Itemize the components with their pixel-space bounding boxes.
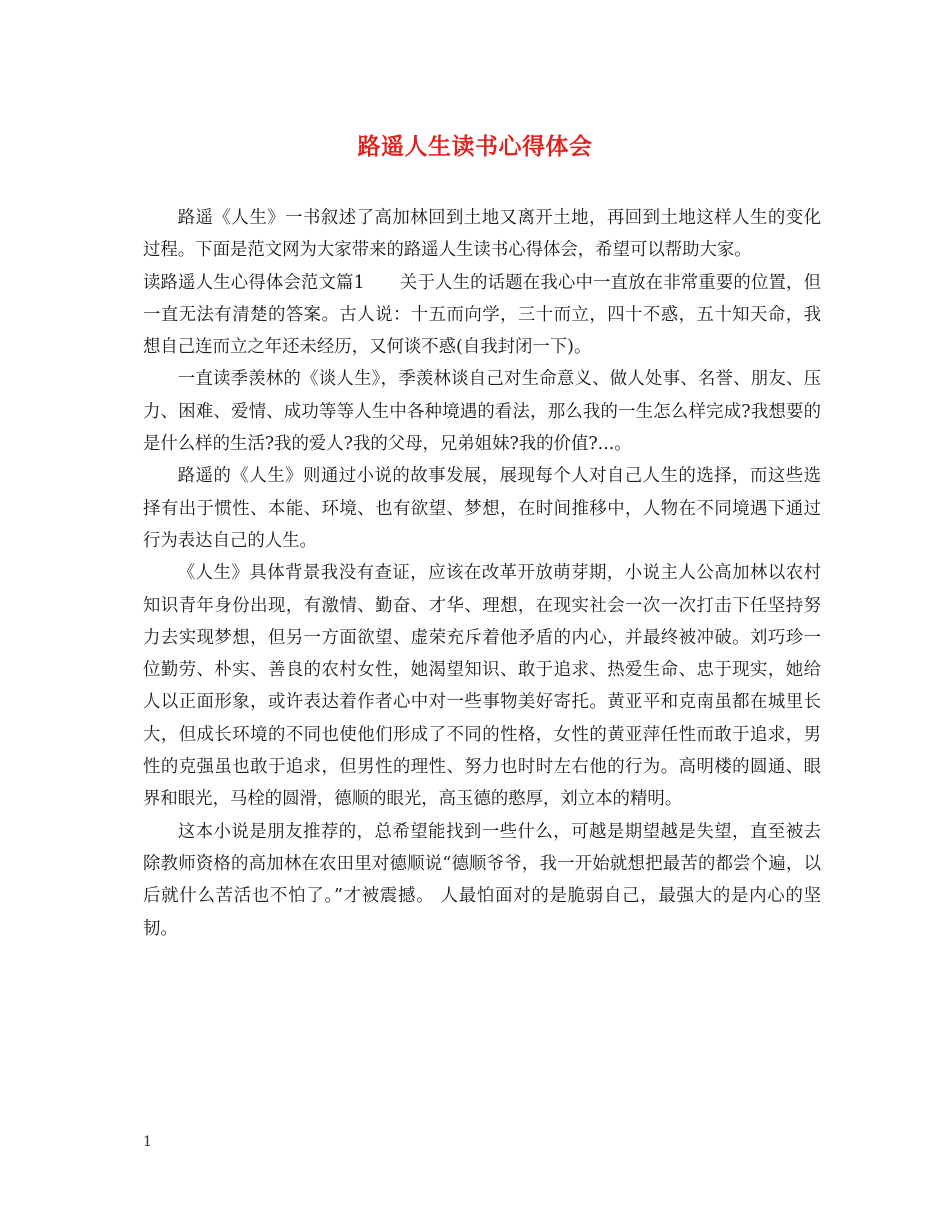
paragraph-characters: 《人生》具体背景我没有查证，应该在改革开放萌芽期，小说主人公高加林以农村知识青年身份出现，有激情、勤奋、才华、理想，在现实社会一次一次打击下任坚持努力去实现梦想，但另一方面欲望、虚荣充斥着他矛盾的内心，并最终被冲破。刘巧珍一位勤劳、朴实、善良的农村女性，她渴望知识、敢于追求、热爱生命、忠于现实，她给人以正面形象，或许表达着作者心中对一些事物美好寄托。黄亚平和克南虽都在城里长大，但成长环境的不同也使他们形成了不同的性格，女性的黄亚萍任性而敢于追求，男性的克强虽也敢于追求，但男性的理性、努力也时时左右他的行为。高明楼的圆通、眼界和眼光，马栓的圆滑，德顺的眼光，高玉德的憨厚，刘立本的精明。 (143, 563, 821, 810)
page-number: 1 (143, 1134, 152, 1150)
paragraph-ji-xianlin: 一直读季羡林的《谈人生》，季羡林谈自己对生命意义、做人处事、名誉、朋友、压力、困难、爱情、成功等等人生中各种境遇的看法，那么我的一生怎么样完成?我想要的是什么样的生活?我的爱人?我的父母，兄弟姐妹?我的价值?...。 (143, 369, 821, 455)
paragraph-intro: 路遥《人生》一书叙述了高加林回到土地又离开土地，再回到土地这样人生的变化过程。下面是范文网为大家带来的路遥人生读书心得体会，希望可以帮助大家。 (143, 208, 821, 261)
paragraph-lu-yao-life: 路遥的《人生》则通过小说的故事发展，展现每个人对自己人生的选择，而这些选择有出于惯性、本能、环境、也有欲望、梦想，在时间推移中，人物在不同境遇下通过行为表达自己的人生。 (143, 466, 821, 551)
paragraph-recommendation: 这本小说是朋友推荐的，总希望能找到一些什么，可越是期望越是失望，直至被去除教师资格的高加林在农田里对德顺说“德顺爷爷，我一开始就想把最苦的都尝个遍，以后就什么苦活也不怕了。”才被震撼。 人最怕面对的是脆弱自己，最强大的是内心的坚韧。 (143, 821, 821, 939)
paragraph-essay-1-start: 读路遥人生心得体会范文篇1 关于人生的话题在我心中一直放在非常重要的位置，但一直无法有清楚的答案。古人说：十五而向学，三十而立，四十不惑，五十知天命，我想自己连而立之年还未经历，又何谈不惑(自我封闭一下)。 (143, 272, 821, 358)
document-title: 路遥人生读书心得体会 (357, 133, 593, 160)
document-body (143, 202, 821, 945)
